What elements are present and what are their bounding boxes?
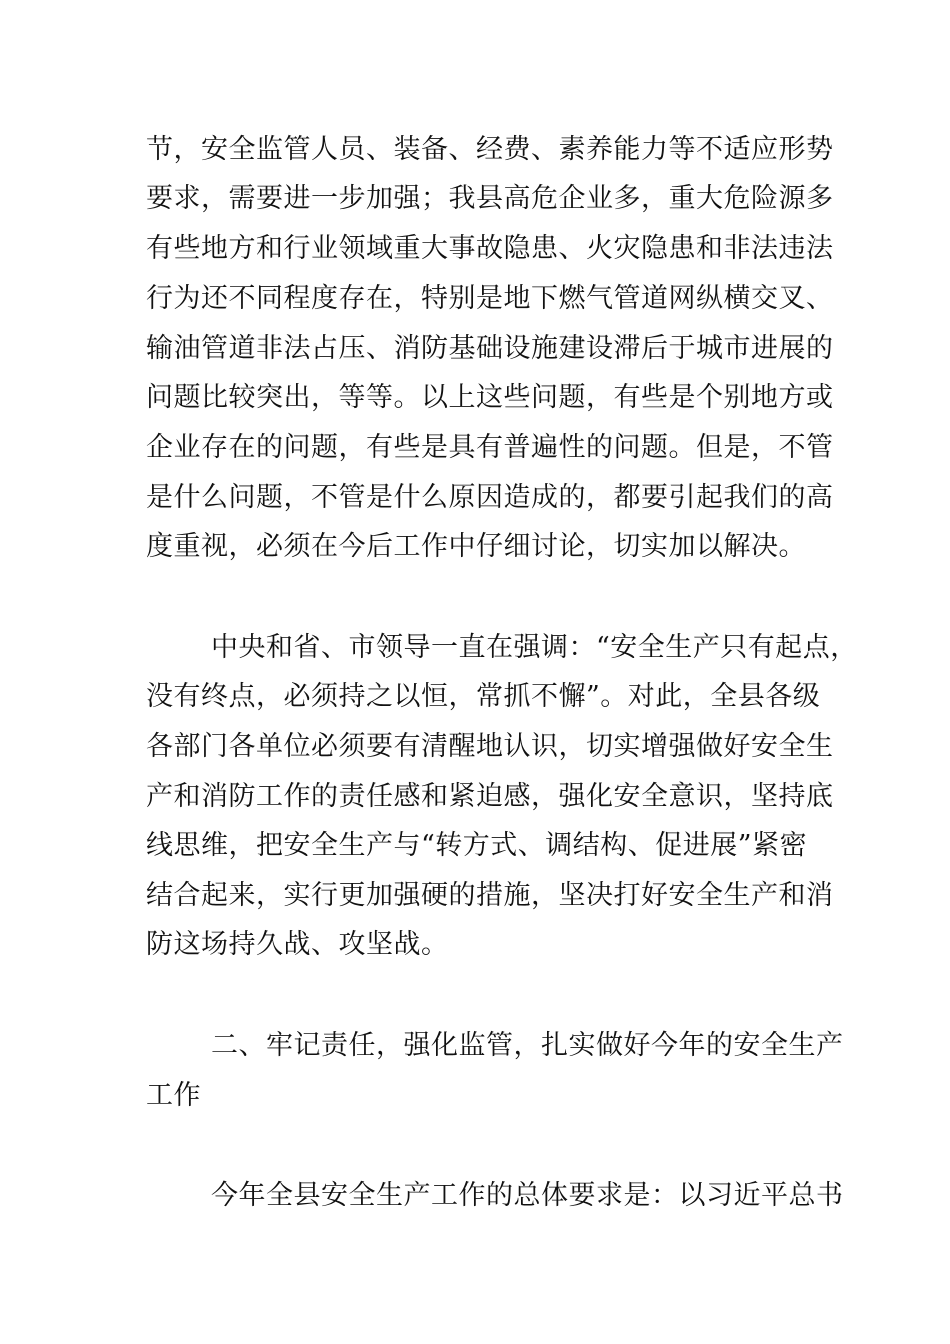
heading-line: 二、牢记责任，强化监管，扎实做好今年的安全生产	[211, 1030, 844, 1061]
text-line: 有些地方和行业领域重大事故隐患、火灾隐患和非法违法	[146, 233, 834, 264]
text-line: 要求，需要进一步加强；我县高危企业多，重大危险源多	[146, 183, 834, 214]
text-line: 没有终点，必须持之以恒，常抓不懈”。对此，全县各级	[146, 681, 821, 712]
text-line: 企业存在的问题，有些是具有普遍性的问题。但是，不管	[146, 432, 834, 463]
text-line: 产和消防工作的责任感和紧迫感，强化安全意识，坚持底	[146, 781, 834, 812]
text-line: 行为还不同程度存在，特别是地下燃气管道网纵横交叉、	[146, 283, 834, 314]
text-line: 是什么问题，不管是什么原因造成的，都要引起我们的高	[146, 482, 834, 513]
text-line: 中央和省、市领导一直在强调：“安全生产只有起点，	[211, 632, 858, 663]
text-line: 输油管道非法占压、消防基础设施建设滞后于城市进展的	[146, 333, 834, 364]
heading-line: 工作	[146, 1080, 201, 1111]
text-line: 节，安全监管人员、装备、经费、素养能力等不适应形势	[146, 134, 834, 165]
text-line: 度重视，必须在今后工作中仔细讨论，切实加以解决。	[146, 531, 806, 562]
text-line: 防这场持久战、攻坚战。	[146, 929, 449, 960]
text-line: 结合起来，实行更加强硬的措施，坚决打好安全生产和消	[146, 880, 834, 911]
text-line: 问题比较突出，等等。以上这些问题，有些是个别地方或	[146, 382, 834, 413]
text-line: 各部门各单位必须要有清醒地认识，切实增强做好安全生	[146, 731, 834, 762]
text-line: 线思维，把安全生产与“转方式、调结构、促进展”紧密	[146, 830, 808, 861]
text-line: 今年全县安全生产工作的总体要求是：以习近平总书	[211, 1180, 844, 1211]
